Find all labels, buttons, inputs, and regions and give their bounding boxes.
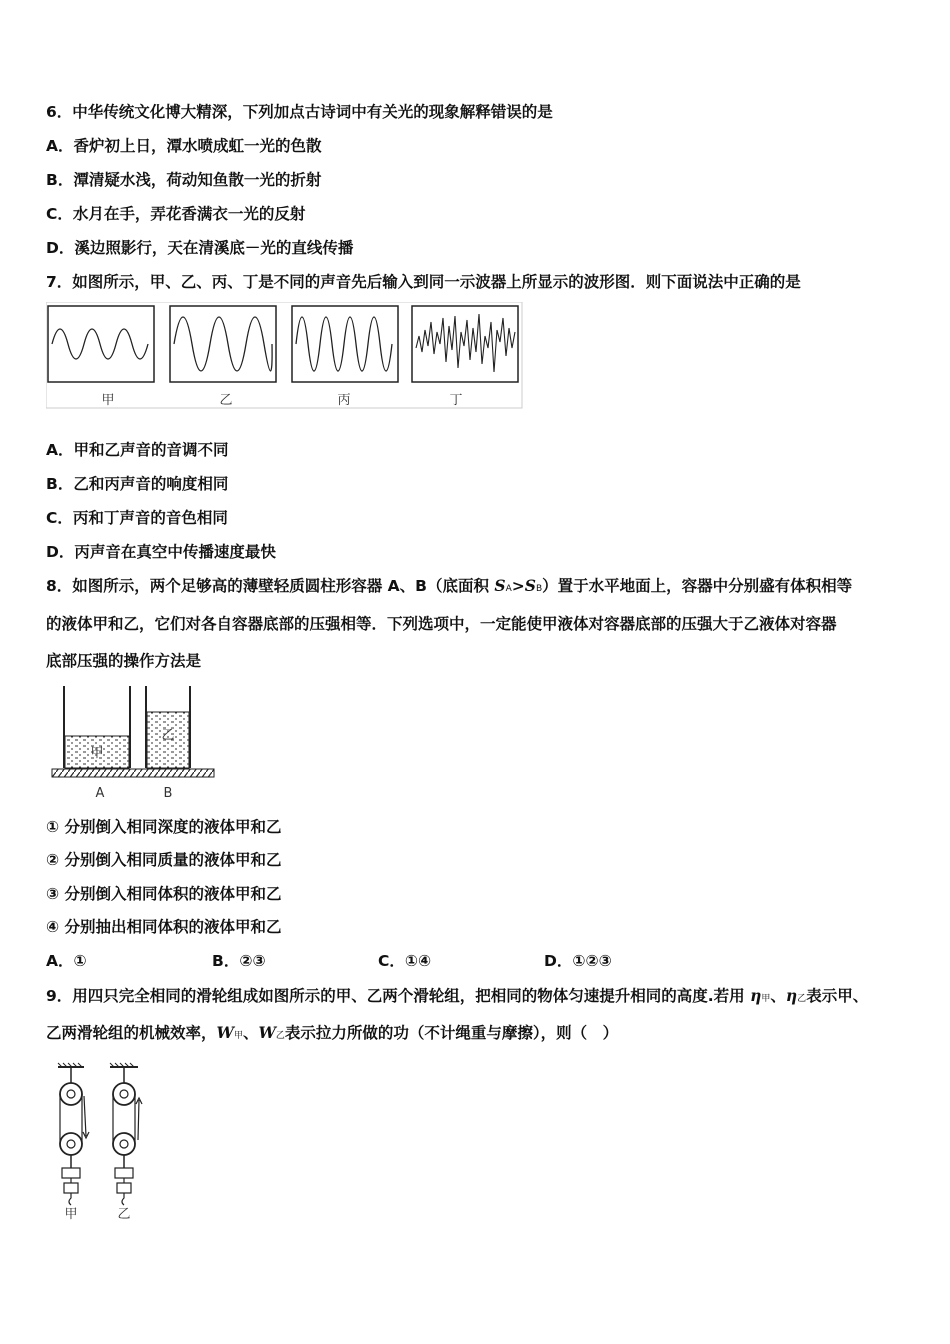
q6-option-c: C．水月在手，弄花香满衣一光的反射 [46, 205, 306, 223]
q7-waveform-figure [46, 302, 524, 410]
q6-option-d: D．溪边照影行，天在清溪底－光的直线传播 [46, 239, 354, 257]
q8-statement-1: ① 分别倒入相同深度的液体甲和乙 [46, 818, 282, 836]
pulley-system-yi [110, 1063, 142, 1205]
q7-stem: 7．如图所示，甲、乙、丙、丁是不同的声音先后输入到同一示波器上所显示的波形图．则下面说法中正确的是 [46, 273, 801, 291]
pulley-system-jia [58, 1063, 89, 1205]
q8-stem-line1: 8．如图所示，两个足够高的薄壁轻质圆柱形容器 A、B（底面积 SA>SB）置于水平地面上，容器中分别盛有体积相等 [46, 576, 853, 595]
q7-label-jia: 甲 [101, 393, 115, 408]
q8-choice-c: C．①④ [378, 952, 432, 970]
q8-liquid-b-label: 乙 [161, 728, 175, 743]
q8-choice-b: B．②③ [212, 952, 266, 970]
q8-container-a-label: A [95, 786, 105, 801]
q8-stem-line3: 底部压强的操作方法是 [46, 652, 202, 670]
q7-option-b: B．乙和丙声音的响度相同 [46, 475, 229, 493]
q9-label-yi: 乙 [117, 1207, 131, 1222]
q8-liquid-a-label: 甲 [90, 746, 104, 761]
q8-choice-a: A．① [46, 952, 87, 970]
q8-stem-line2: 的液体甲和乙，它们对各自容器底部的压强相等．下列选项中，一定能使甲液体对容器底部的压强大于乙液体对容器 [46, 615, 837, 633]
q8-container-b-label: B [163, 786, 173, 801]
q9-pulley-figure [46, 1060, 156, 1222]
q8-statement-4: ④ 分别抽出相同体积的液体甲和乙 [46, 918, 282, 936]
q8-choice-d: D．①②③ [544, 952, 612, 970]
q7-option-d: D．丙声音在真空中传播速度最快 [46, 543, 276, 561]
q9-stem-line1: 9．用四只完全相同的滑轮组成如图所示的甲、乙两个滑轮组，把相同的物体匀速提升相同的高度.若用 η甲、η乙表示甲、 [46, 986, 869, 1005]
q7-label-ding: 丁 [449, 393, 463, 408]
q7-option-c: C．丙和丁声音的音色相同 [46, 509, 228, 527]
q7-label-yi: 乙 [219, 393, 233, 408]
q7-label-bing: 丙 [337, 393, 351, 408]
q8-containers-figure [50, 684, 220, 802]
q9-label-jia: 甲 [64, 1207, 78, 1222]
q8-statement-2: ② 分别倒入相同质量的液体甲和乙 [46, 851, 282, 869]
q6-option-a: A．香炉初上日，潭水喷成虹一光的色散 [46, 137, 322, 155]
q6-stem: 6．中华传统文化博大精深，下列加点古诗词中有关光的现象解释错误的是 [46, 103, 553, 121]
q6-option-b: B．潭清疑水浅，荷动知鱼散一光的折射 [46, 171, 322, 189]
ground [52, 769, 214, 777]
q9-stem-line2: 乙两滑轮组的机械效率，W甲、W乙表示拉力所做的功（不计绳重与摩擦），则（ ） [46, 1023, 619, 1042]
q8-statement-3: ③ 分别倒入相同体积的液体甲和乙 [46, 885, 282, 903]
q7-option-a: A．甲和乙声音的音调不同 [46, 441, 229, 459]
